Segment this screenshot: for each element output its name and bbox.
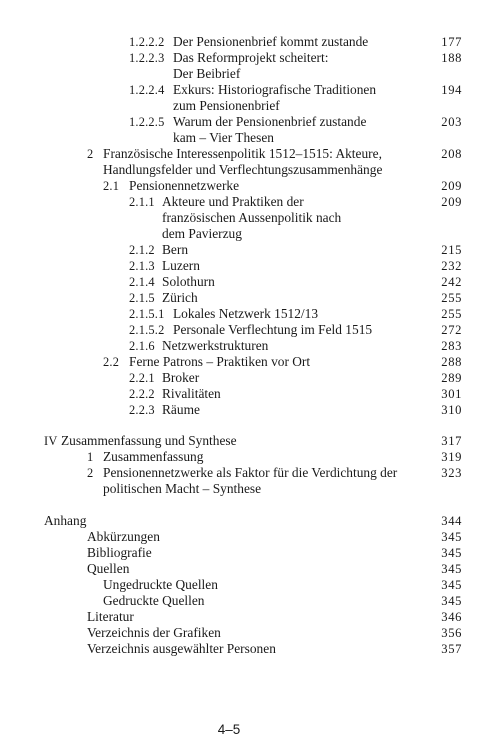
toc-entry-title: Ungedruckte Quellen — [103, 577, 218, 592]
toc-entry-number: 2.1.5 — [129, 291, 155, 305]
toc-entry[interactable] — [0, 194, 500, 242]
toc-page-number: 215 — [441, 243, 462, 257]
toc-entry-title: Zürich — [162, 290, 198, 305]
toc-entry[interactable] — [0, 641, 500, 657]
toc-page-number: 209 — [441, 179, 462, 193]
toc-entry-number: 2 — [87, 147, 94, 161]
toc-entry[interactable] — [0, 386, 500, 402]
toc-entry-title: kam – Vier Thesen — [173, 130, 274, 145]
toc-entry[interactable] — [0, 322, 500, 338]
toc-entry-title: Zusammenfassung und Synthese — [61, 433, 237, 448]
toc-entry-title: Akteure und Praktiken der — [162, 194, 304, 209]
toc-page-number: 317 — [441, 434, 462, 448]
toc-entry[interactable] — [0, 82, 500, 114]
toc-page-number: 188 — [441, 51, 462, 65]
toc-page-number: 346 — [441, 610, 462, 624]
toc-entry-title: dem Pavierzug — [162, 226, 242, 241]
toc-entry[interactable] — [0, 178, 500, 194]
toc-entry[interactable] — [0, 577, 500, 593]
toc-entry[interactable] — [0, 465, 500, 497]
toc-page-number: 255 — [441, 291, 462, 305]
toc-page-number: 344 — [441, 514, 462, 528]
toc-entry[interactable] — [0, 370, 500, 386]
toc-entry-title: Abkürzungen — [87, 529, 160, 544]
toc-entry-number: 1 — [87, 450, 94, 464]
toc-entry-title: Literatur — [87, 609, 134, 624]
toc-entry-title: Räume — [162, 402, 200, 417]
toc-entry[interactable] — [0, 625, 500, 641]
toc-page-number: 288 — [441, 355, 462, 369]
toc-entry-title: Gedruckte Quellen — [103, 593, 205, 608]
toc-entry[interactable] — [0, 146, 500, 178]
toc-entry[interactable] — [0, 354, 500, 370]
toc-page-number: 272 — [441, 323, 462, 337]
toc-entry-title: Das Reformprojekt scheitert: — [173, 50, 329, 65]
toc-entry[interactable] — [0, 593, 500, 609]
toc-entry[interactable] — [0, 34, 500, 50]
toc-entry-number: 2.2.1 — [129, 371, 155, 385]
toc-entry-title: Warum der Pensionenbrief zustande — [173, 114, 367, 129]
toc-entry-title: Pensionennetzwerke als Faktor für die Verdichtung der — [103, 465, 398, 480]
toc-entry[interactable] — [0, 338, 500, 354]
toc-entry-title: zum Pensionenbrief — [173, 98, 280, 113]
toc-entry[interactable] — [0, 609, 500, 625]
toc-page-number: 356 — [441, 626, 462, 640]
toc-page-number: 345 — [441, 594, 462, 608]
toc-entry-title: Rivalitäten — [162, 386, 221, 401]
toc-entry-title: Exkurs: Historiografische Traditionen — [173, 82, 377, 97]
toc-entry-number: 2.2.3 — [129, 403, 155, 417]
toc-entry-title: Der Beibrief — [173, 66, 241, 81]
toc-entry-number: 2.1.3 — [129, 259, 155, 273]
toc-entry-number: 2.2 — [103, 355, 120, 369]
toc-entry-title: Bibliografie — [87, 545, 152, 560]
toc-entry-number: 2.1.6 — [129, 339, 155, 353]
toc-entry-title: Broker — [162, 370, 200, 385]
toc-entry[interactable] — [0, 402, 500, 418]
toc-entry-number: IV — [44, 434, 58, 448]
toc-page-number: 255 — [441, 307, 462, 321]
toc-entry-number: 1.2.2.4 — [129, 83, 165, 97]
toc-entry-number: 1.2.2.5 — [129, 115, 165, 129]
toc-entry-number: 1.2.2.3 — [129, 51, 165, 65]
toc-entry[interactable] — [0, 274, 500, 290]
toc-page-number: 345 — [441, 578, 462, 592]
toc-entry-title: Französische Interessenpolitik 1512–1515: Akteure, — [103, 146, 382, 161]
toc-page-number: 357 — [441, 642, 462, 656]
toc-entry-title: Der Pensionenbrief kommt zustande — [173, 34, 369, 49]
toc-entry-number: 2 — [87, 466, 94, 480]
toc-page-number: 319 — [441, 450, 462, 464]
toc-entry[interactable] — [0, 433, 500, 449]
toc-page-number: 177 — [441, 35, 462, 49]
toc-entry-title: Verzeichnis der Grafiken — [87, 625, 221, 640]
toc-entry-title: Luzern — [162, 258, 200, 273]
toc-entry-title: Bern — [162, 242, 189, 257]
toc-entry[interactable] — [0, 290, 500, 306]
toc-entry-title: Solothurn — [162, 274, 215, 289]
toc-entry[interactable] — [0, 114, 500, 146]
toc-entry-title: Quellen — [87, 561, 130, 576]
toc-entry[interactable] — [0, 529, 500, 545]
toc-entry-number: 2.1.1 — [129, 195, 155, 209]
toc-page-number: 203 — [441, 115, 462, 129]
toc-entry[interactable] — [0, 258, 500, 274]
toc-entry-number: 2.1.5.2 — [129, 323, 165, 337]
toc-entry-number: 2.1.5.1 — [129, 307, 165, 321]
toc-entry[interactable] — [0, 242, 500, 258]
toc-entry-title: Netzwerkstrukturen — [162, 338, 269, 353]
toc-entry-title: Ferne Patrons – Praktiken vor Ort — [129, 354, 311, 369]
toc-page-number: 301 — [441, 387, 462, 401]
toc-entry-title: Anhang — [44, 513, 87, 528]
page-folio: 4–5 — [217, 722, 241, 737]
toc-entry-title: Zusammenfassung — [103, 449, 204, 464]
toc-page-number: 242 — [441, 275, 462, 289]
toc-entry-title: Handlungsfelder und Verflechtungszusammenhänge — [103, 162, 383, 177]
toc-entry-title: Personale Verflechtung im Feld 1515 — [173, 322, 373, 337]
toc-page-number: 194 — [441, 83, 462, 97]
toc-entry-number: 1.2.2.2 — [129, 35, 165, 49]
toc-page-number: 283 — [441, 339, 462, 353]
toc-page-number: 345 — [441, 530, 462, 544]
toc-entry-title: Pensionennetzwerke — [129, 178, 240, 193]
toc-entry[interactable] — [0, 561, 500, 577]
toc-page-number: 345 — [441, 562, 462, 576]
toc-entry-title: Verzeichnis ausgewählter Personen — [87, 641, 276, 656]
toc-entry-number: 2.1.4 — [129, 275, 155, 289]
toc-entry[interactable] — [0, 545, 500, 561]
toc-entry[interactable] — [0, 306, 500, 322]
toc-entry[interactable] — [0, 50, 500, 82]
toc-page-number: 232 — [441, 259, 462, 273]
toc-page-number: 345 — [441, 546, 462, 560]
toc-entry-title: politischen Macht – Synthese — [103, 481, 262, 496]
toc-entry[interactable] — [0, 513, 500, 529]
toc-entry-number: 2.1.2 — [129, 243, 155, 257]
toc-entry-number: 2.2.2 — [129, 387, 155, 401]
toc-page-number: 208 — [441, 147, 462, 161]
toc-page-number: 289 — [441, 371, 462, 385]
toc-page-number: 209 — [441, 195, 462, 209]
toc-entry-title: französischen Aussenpolitik nach — [162, 210, 342, 225]
toc-page-number: 323 — [441, 466, 462, 480]
toc-entry-title: Lokales Netzwerk 1512/13 — [173, 306, 319, 321]
toc-entry[interactable] — [0, 449, 500, 465]
toc-page-number: 310 — [441, 403, 462, 417]
toc-entry-number: 2.1 — [103, 179, 120, 193]
